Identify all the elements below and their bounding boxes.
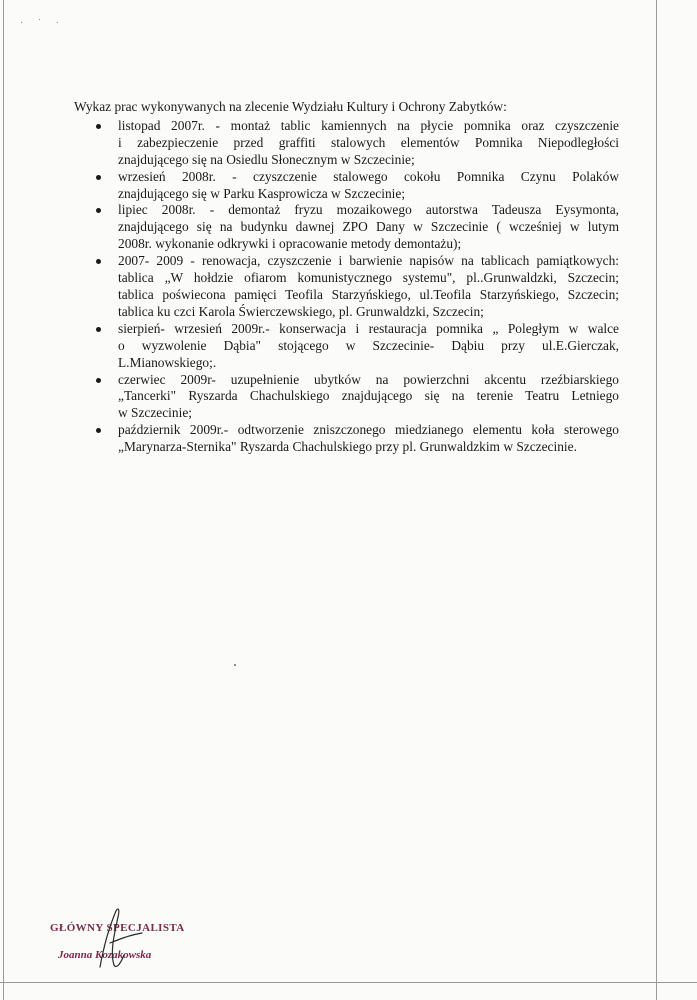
work-item-line: o wyzwolenie Dąbia" stojącego w Szczecinie- Dąbiu przy ul.E.Gierczak, — [118, 337, 619, 353]
work-item — [74, 321, 619, 372]
work-item-line: „Marynarza-Sternika" Ryszarda Chachulskiego przy pl. Grunwaldzkim w Szczecinie. — [118, 439, 577, 455]
work-item-line: znajdującego się na budynku dawnej ZPO Dany w Szczecinie ( wcześniej w lutym — [118, 219, 619, 235]
work-item-line: znajdującego się w Parku Kasprowicza w Szczecinie; — [118, 185, 406, 201]
work-item-line: sierpień- wrzesień 2009r.- konserwacja i restauracja pomnika „ Poległym w walce — [118, 320, 619, 336]
scan-border-left — [3, 0, 4, 1000]
bullet-icon — [96, 124, 101, 129]
bullet-icon — [96, 259, 101, 264]
work-item — [74, 202, 619, 253]
bullet-icon — [96, 378, 101, 383]
work-item — [74, 422, 619, 456]
bullet-icon — [96, 327, 101, 332]
scan-border-bottom — [0, 982, 697, 983]
work-item-line: 2007- 2009 - renowacja, czyszczenie i barwienie napisów na tablicach pamiątkowych: — [118, 253, 619, 269]
work-item-line: tablica „W hołdzie ofiarom komunistycznego systemu", pl..Grunwaldzki, Szczecin; — [118, 270, 619, 286]
work-item-line: w Szczecinie; — [118, 405, 192, 421]
work-item-line: lipiec 2008r. - demontaż fryzu mozaikowego autorstwa Tadeusza Eysymonta, — [118, 202, 619, 218]
stamp-name: Joanna Kozakowska — [58, 949, 152, 961]
work-item-line: wrzesień 2008r. - czyszczenie stalowego cokołu Pomnika Czynu Polaków — [118, 168, 619, 184]
work-item-line: „Tancerki" Ryszarda Chachulskiego znajdującego się na terenie Teatru Letniego — [118, 388, 619, 404]
work-item-line: L.Mianowskiego;. — [118, 354, 217, 370]
scan-border-right — [656, 0, 657, 1000]
handwritten-signature — [70, 905, 150, 975]
work-item-line: czerwiec 2009r- uzupełnienie ubytków na powierzchni akcentu rzeźbiarskiego — [118, 371, 619, 387]
work-item — [74, 169, 619, 203]
work-item — [74, 118, 619, 169]
bullet-icon — [96, 208, 101, 213]
work-item — [74, 253, 619, 321]
work-item-line: listopad 2007r. - montaż tablic kamiennych na płycie pomnika oraz czyszczenie — [118, 117, 619, 133]
work-item — [74, 372, 619, 423]
work-item-line: tablica ku czci Karola Świerczewskiego, pl. Grunwaldzki, Szczecin; — [118, 303, 484, 319]
work-item-line: tablica poświecona pamięci Teofila Starzyńskiego, ul.Teofila Starzyńskiego, Szczecin; — [118, 286, 619, 302]
scan-dot — [234, 664, 236, 666]
work-item-line: znajdującego się na Osiedlu Słonecznym w Szczecinie; — [118, 151, 415, 167]
works-list — [74, 118, 619, 456]
work-item-line: październik 2009r.- odtworzenie zniszczonego miedzianego elementu koła sterowego — [118, 422, 619, 438]
document-body — [74, 99, 619, 456]
work-item-line: i zabezpieczenie przed graffiti stalowych elementów Pomnika Niepodległości — [118, 134, 619, 150]
stamp-title: GŁÓWNY SPECJALISTA — [50, 922, 185, 934]
bullet-icon — [96, 175, 101, 180]
work-item-line: 2008r. wykonanie odkrywki i opracowanie metody demontażu); — [118, 236, 462, 252]
bullet-icon — [96, 428, 101, 433]
scan-specks: · ˙ · — [20, 18, 65, 29]
document-heading: Wykaz prac wykonywanych na zlecenie Wydziału Kultury i Ochrony Zabytków: — [74, 99, 507, 114]
